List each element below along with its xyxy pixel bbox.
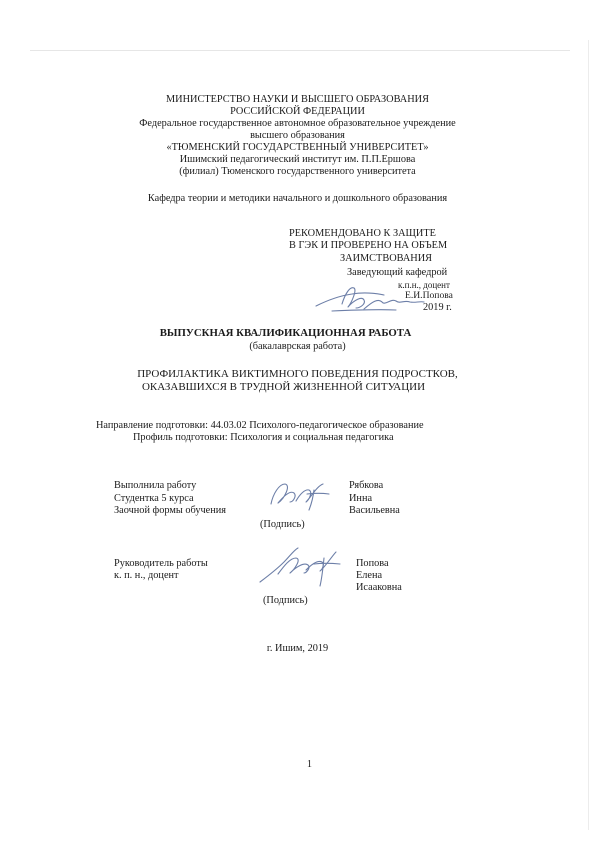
supervisor-surname: Попова	[356, 558, 389, 569]
approval-signature	[312, 280, 427, 316]
approval-line-2: В ГЭК И ПРОВЕРЕНО НА ОБЪЕМ	[289, 240, 448, 251]
approval-line-3: ЗАИМСТВОВАНИЯ	[340, 253, 433, 264]
institute-name: Ишимский педагогический институт им. П.П.Ершова	[179, 154, 416, 165]
department-name: Кафедра теории и методики начального и дошкольного образования	[147, 193, 448, 204]
approval-line-1: РЕКОМЕНДОВАНО К ЗАЩИТЕ	[289, 228, 436, 239]
institution-type-line: Федеральное государственное автономное образовательное учреждение	[139, 118, 456, 129]
supervisor-patronymic: Исааковна	[356, 582, 402, 593]
supervisor-role-1: Руководитель работы	[114, 558, 208, 569]
head-degree: к.п.н., доцент	[398, 280, 450, 290]
supervisor-role-2: к. п. н., доцент	[114, 570, 179, 581]
ministry-line-2: РОССИЙСКОЙ ФЕДЕРАЦИИ	[230, 106, 365, 117]
topic-line-2: ОКАЗАВШИХСЯ В ТРУДНОЙ ЖИЗНЕННОЙ СИТУАЦИИ	[141, 381, 426, 393]
head-of-department: Заведующий кафедрой	[347, 267, 448, 278]
student-first-name: Инна	[349, 493, 373, 504]
branch-name: (филиал) Тюменского государственного университета	[179, 166, 416, 177]
student-role-3: Заочной формы обучения	[114, 505, 227, 516]
student-patronymic: Васильевна	[349, 505, 400, 516]
topic-line-1: ПРОФИЛАКТИКА ВИКТИМНОГО ПОВЕДЕНИЯ ПОДРОСТКОВ,	[137, 368, 458, 380]
supervisor-signature-label: (Подпись)	[263, 595, 308, 606]
work-subtitle: (бакалаврская работа)	[249, 341, 346, 352]
supervisor-signature	[254, 540, 346, 590]
university-name: «ТЮМЕНСКИЙ ГОСУДАРСТВЕННЫЙ УНИВЕРСИТЕТ»	[166, 142, 429, 153]
supervisor-first-name: Елена	[356, 570, 383, 581]
city-year: г. Ишим, 2019	[266, 643, 329, 654]
study-profile: Профиль подготовки: Психология и социальная педагогика	[133, 432, 394, 443]
approval-date: 2019 г.	[423, 302, 452, 313]
work-title: ВЫПУСКНАЯ КВАЛИФИКАЦИОННАЯ РАБОТА	[159, 327, 412, 339]
student-signature	[263, 476, 333, 512]
student-role-2: Студентка 5 курса	[114, 493, 194, 504]
student-surname: Рябкова	[349, 480, 384, 491]
study-direction: Направление подготовки: 44.03.02 Психолого-педагогическое образование	[96, 420, 424, 431]
student-signature-label: (Подпись)	[260, 519, 305, 530]
student-role-1: Выполнила работу	[114, 480, 197, 491]
ministry-line-1: МИНИСТЕРСТВО НАУКИ И ВЫСШЕГО ОБРАЗОВАНИЯ	[166, 94, 429, 105]
page-number: 1	[306, 759, 313, 770]
head-name: Е.И.Попова	[405, 290, 453, 301]
scan-edge-line	[30, 50, 570, 51]
institution-level-line: высшего образования	[250, 130, 345, 141]
